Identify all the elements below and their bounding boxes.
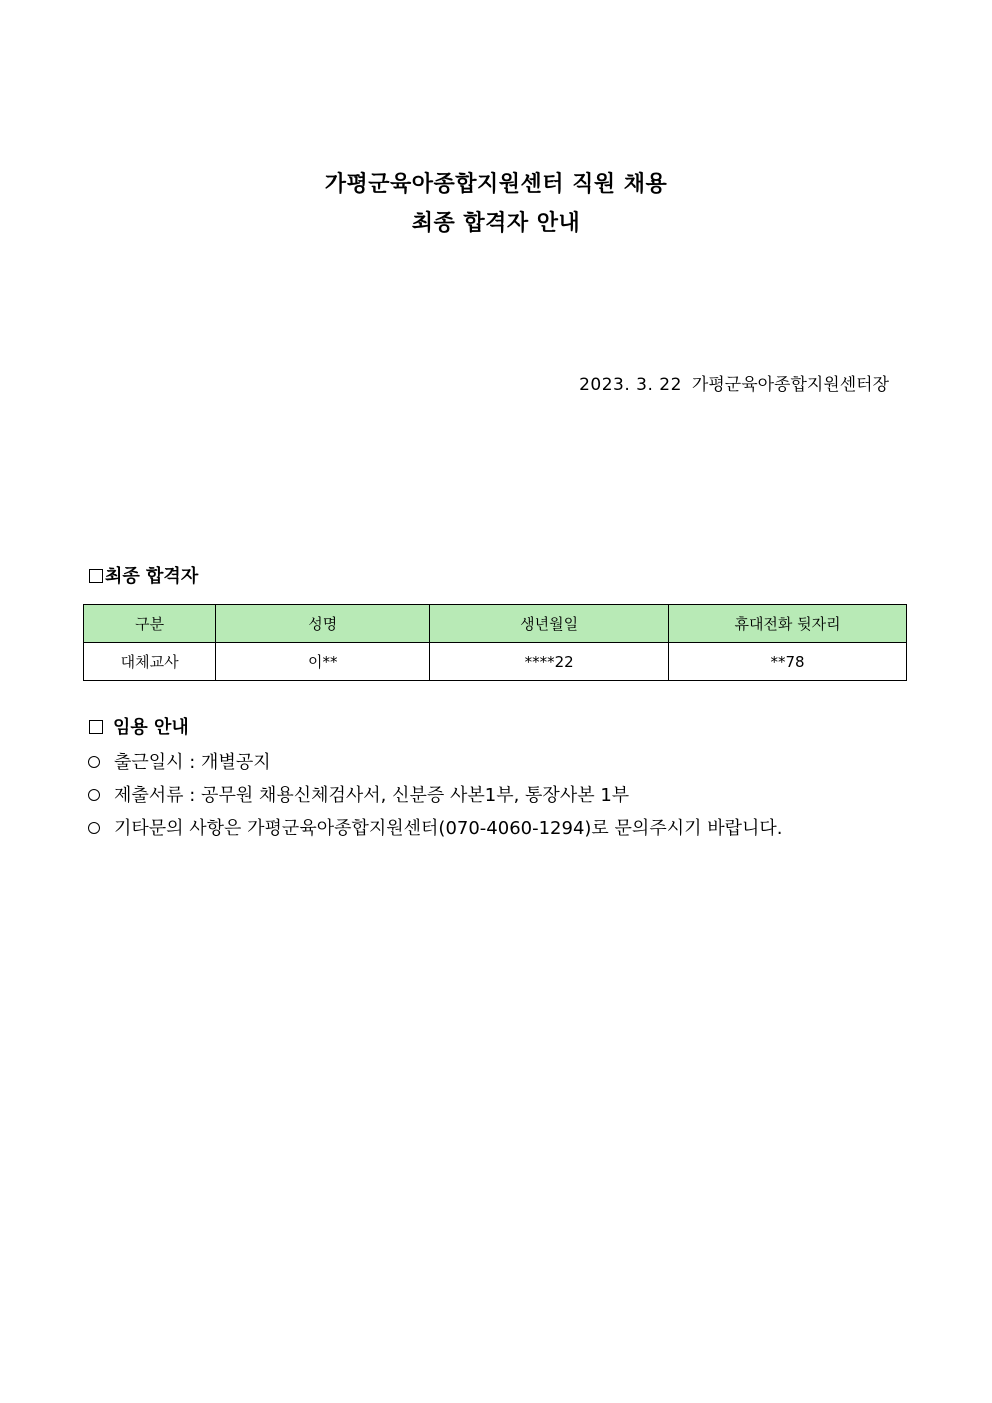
- section-heading-appointment-info: [89, 714, 189, 742]
- table-cell: ****22: [430, 643, 669, 681]
- section-heading-label: 임용 안내: [113, 717, 189, 738]
- document-title: 가평군육아종합지원센터 직원 채용: [324, 172, 668, 197]
- list-item-text: 출근일시 : 개별공지: [114, 752, 271, 773]
- issuer-name: 가평군육아종합지원센터장: [691, 375, 889, 395]
- empty-square-icon: [89, 720, 103, 734]
- final-candidates-table: [83, 604, 907, 681]
- hollow-circle-icon: [88, 822, 100, 834]
- list-item: [88, 746, 782, 779]
- list-item-text: 기타문의 사항은 가평군육아종합지원센터(070-4060-1294)로 문의주시기 바랍니다.: [114, 818, 783, 839]
- section-heading-label: 최종 합격자: [105, 566, 199, 587]
- column-header: 구분: [84, 605, 216, 643]
- column-header: 성명: [216, 605, 430, 643]
- hollow-circle-icon: [88, 756, 100, 768]
- issue-line: [579, 371, 889, 399]
- table-cell: 이**: [216, 643, 430, 681]
- column-header: 휴대전화 뒷자리: [669, 605, 907, 643]
- table-row: [84, 643, 907, 681]
- issue-date: 2023. 3. 22: [579, 375, 682, 395]
- list-item: [88, 812, 782, 845]
- table-cell: 대체교사: [84, 643, 216, 681]
- column-header: 생년월일: [430, 605, 669, 643]
- document-subtitle: 최종 합격자 안내: [411, 211, 581, 236]
- list-item: [88, 779, 782, 812]
- table-header-row: [84, 605, 907, 643]
- empty-square-icon: [89, 569, 103, 583]
- section-heading-final-candidates: [89, 563, 198, 591]
- list-item-text: 제출서류 : 공무원 채용신체검사서, 신분증 사본1부, 통장사본 1부: [114, 785, 630, 806]
- appointment-info-list: [88, 746, 782, 845]
- table-cell: **78: [669, 643, 907, 681]
- hollow-circle-icon: [88, 789, 100, 801]
